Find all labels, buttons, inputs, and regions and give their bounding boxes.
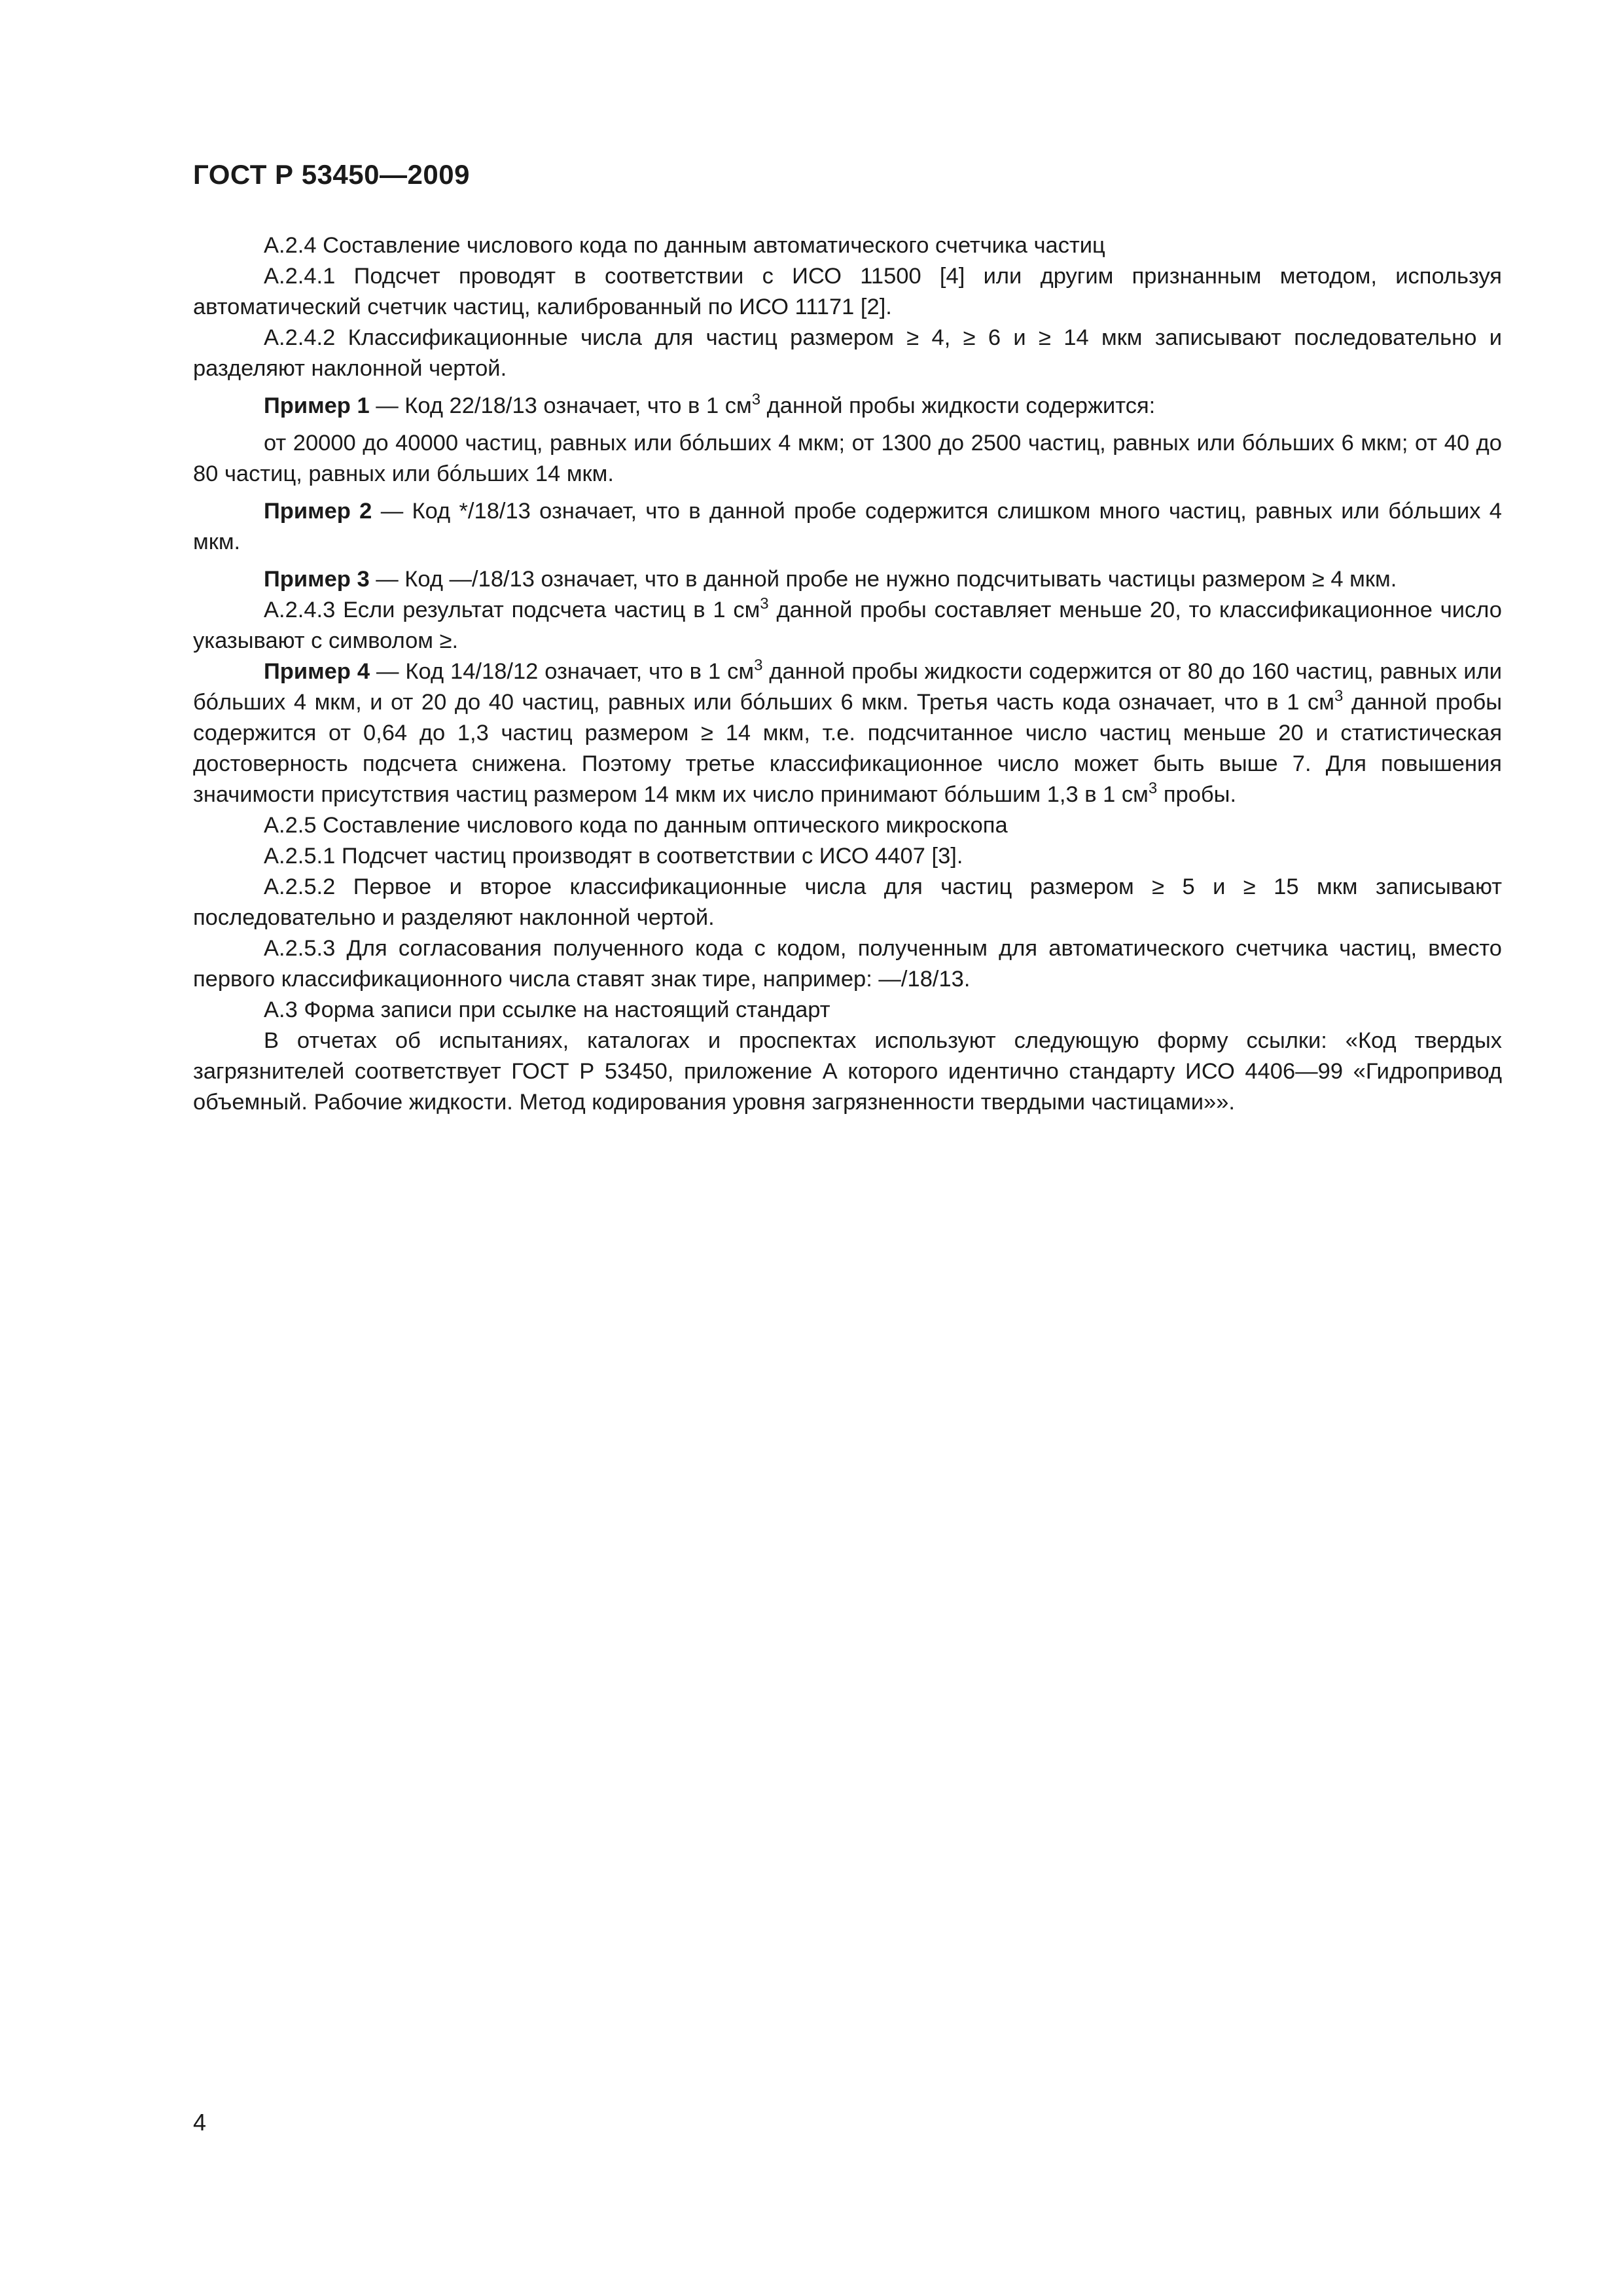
example-1-text-post: данной пробы жидкости содержится:: [760, 393, 1156, 418]
example-1-label: Пример 1: [264, 393, 370, 418]
superscript: 3: [1334, 687, 1344, 705]
page-number: 4: [193, 2109, 207, 2136]
example-4-label: Пример 4: [264, 659, 370, 684]
section-a2-5-3: А.2.5.3 Для согласования полученного кода с кодом, полученным для автоматического счетчика частиц, вместо первого классификационного числа ставят знак тире, например: —/18/13.: [193, 936, 1502, 992]
example-4-text-mid1: данной пробы жидкости содержится от 80 до 160 частиц, равных или бóльших 4 мкм, и от 20 до 40 частиц, равных или бóльших 6 мкм. Третья часть кода означает, что в 1 см: [193, 659, 1502, 715]
section-a3-text: В отчетах об испытаниях, каталогах и проспектах используют следующую форму ссылки: «Код твердых загрязнителей соответствует ГОСТ Р 53450, приложение А которого идентично стандарту ИСО 4406—99 «Гидропривод объемный. Рабочие жидкости. Метод кодирования уровня загрязненности твердыми частицами»».: [193, 1028, 1502, 1115]
section-a2-4-1: А.2.4.1 Подсчет проводят в соответствии с ИСО 11500 [4] или другим признанным методом, используя автоматический счетчик частиц, калиброванный по ИСО 11171 [2].: [193, 264, 1502, 319]
section-a2-4: А.2.4 Составление числового кода по данным автоматического счетчика частиц: [264, 233, 1105, 258]
example-2-label: Пример 2: [264, 499, 372, 524]
example-4-text-post: пробы.: [1157, 782, 1237, 807]
example-1-detail: от 20000 до 40000 частиц, равных или бóльших 4 мкм; от 1300 до 2500 частиц, равных или бóльших 6 мкм; от 40 до 80 частиц, равных или бóльших 14 мкм.: [193, 431, 1502, 486]
section-a2-5: А.2.5 Составление числового кода по данным оптического микроскопа: [264, 813, 1008, 838]
section-a2-5-2: А.2.5.2 Первое и второе классификационные числа для частиц размером ≥ 5 и ≥ 15 мкм записывают последовательно и разделяют наклонной чертой.: [193, 874, 1502, 930]
document-header: ГОСТ Р 53450—2009: [193, 159, 470, 190]
document-body: [193, 230, 1502, 1118]
section-a3: А.3 Форма записи при ссылке на настоящий стандарт: [264, 997, 830, 1022]
section-a2-4-3-post: данной пробы составляет меньше 20, то классификационное число указывают с символом ≥.: [193, 598, 1502, 653]
example-4: [193, 656, 1502, 810]
section-a2-5-1: А.2.5.1 Подсчет частиц производят в соответствии с ИСО 4407 [3].: [264, 844, 963, 869]
example-4-text-pre: — Код 14/18/12 означает, что в 1 см: [370, 659, 755, 684]
example-4-text-mid2: данной пробы содержится от 0,64 до 1,3 частиц размером ≥ 14 мкм, т.е. подсчитанное число частиц меньше 20 и статистическая достоверность подсчета снижена. Поэтому третье классификационное число может быть выше 7. Для повышения значимости присутствия частиц размером 14 мкм их число принимают бóльшим 1,3 в 1 см: [193, 690, 1502, 807]
example-3-text: — Код —/18/13 означает, что в данной пробе не нужно подсчитывать частицы размером ≥ 4 мкм.: [369, 567, 1397, 592]
section-a2-4-3-pre: А.2.4.3 Если результат подсчета частиц в 1 см: [264, 598, 760, 622]
example-1: [193, 391, 1502, 422]
section-a2-4-3: [193, 595, 1502, 656]
example-2: [193, 496, 1502, 558]
example-3-label: Пример 3: [264, 567, 370, 592]
example-3: [193, 564, 1502, 595]
example-2-text: — Код */18/13 означает, что в данной пробе содержится слишком много частиц, равных или бóльших 4 мкм.: [193, 499, 1502, 554]
section-a2-4-2: А.2.4.2 Классификационные числа для частиц размером ≥ 4, ≥ 6 и ≥ 14 мкм записывают последовательно и разделяют наклонной чертой.: [193, 325, 1502, 381]
example-1-text-pre: — Код 22/18/13 означает, что в 1 см: [369, 393, 752, 418]
superscript: 3: [754, 656, 763, 674]
superscript: 3: [751, 391, 761, 408]
superscript: 3: [1148, 780, 1158, 797]
superscript: 3: [760, 595, 769, 613]
